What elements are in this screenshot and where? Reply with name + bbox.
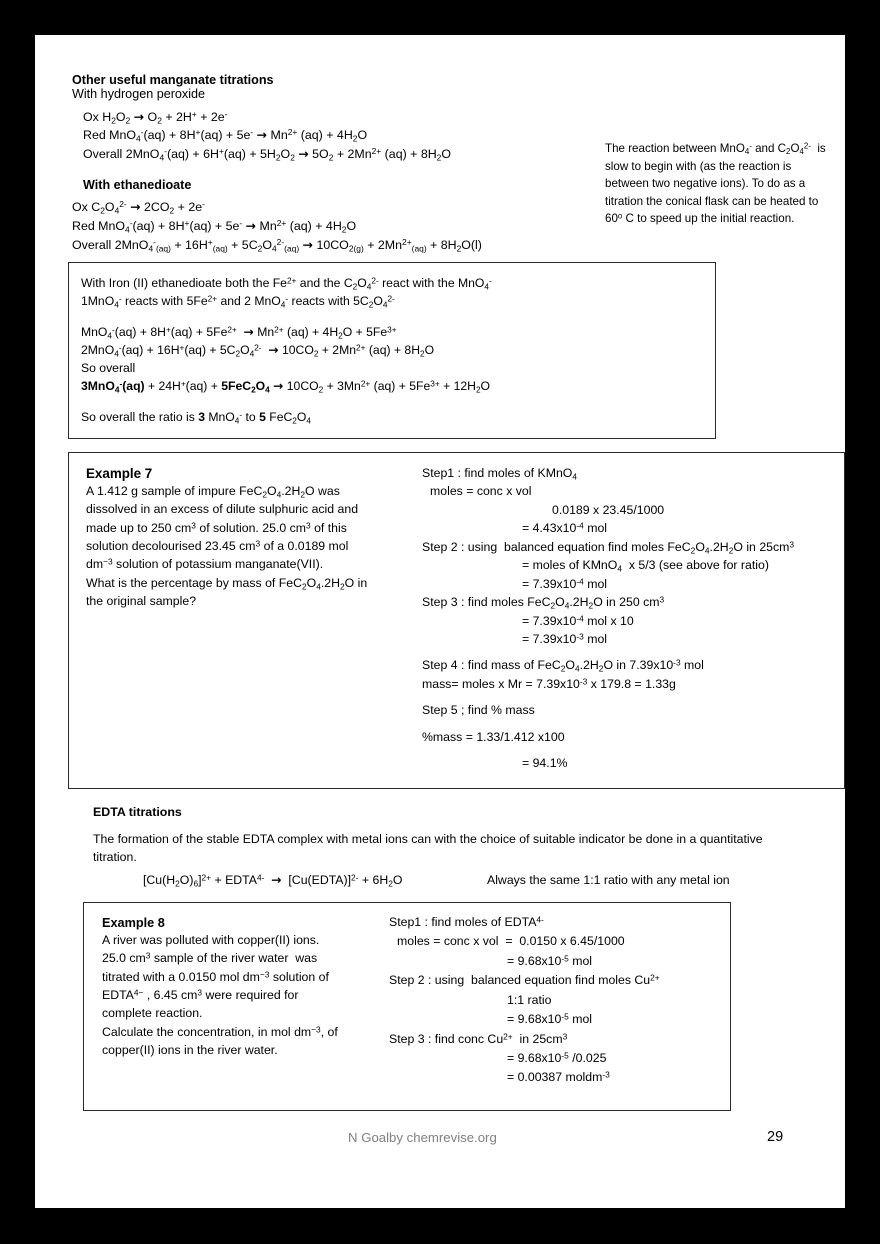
side-note-reaction-rate: The reaction between MnO$_4$- and $C_2O_4^{2-}$ is slow to begin with (as the reaction is between two negative ions). To do as a titration the conical flask can be heated to 60$^o$ C to speed up the initial reaction. bbox=[605, 141, 826, 226]
example-8-step-2-label: Step 2 : using balanced equation find moles $Cu^{2+}$ bbox=[389, 972, 660, 988]
example-7-step-2-working: = moles of KMnO$_4$ x 5/3 (see above for ratio) bbox=[522, 558, 769, 574]
example-7-step-2-label: Step 2 : using balanced equation find moles $FeC_2O_4.2H_2O$ in $25cm^3$ bbox=[422, 539, 795, 556]
section-title-edta: EDTA titrations bbox=[93, 805, 182, 819]
example-7-step-3-label: Step 3 : find moles $FeC_2O_4.2H_2O$ in 250 $cm^3$ bbox=[422, 594, 665, 611]
iron-ethanedioate-box bbox=[68, 262, 716, 439]
subsection-title-ethanedioate: With ethanedioate bbox=[83, 178, 192, 192]
example-7-step-4-label: Step 4 : find mass of $FeC_2O_4.2H_2O$ in $7.39x10^{-3}$ mol bbox=[422, 657, 704, 674]
document-page bbox=[35, 35, 845, 1208]
iron-box-ratio-line: So overall the ratio is 3 MnO$_4$- to 5 $FeC_2O_4$ bbox=[81, 409, 311, 426]
example-8-step-1-result: = $9.68x10^{-5}$ mol bbox=[507, 953, 593, 968]
edta-paragraph: The formation of the stable EDTA complex with metal ions can with the choice of suitable indicator be done in a quantitative titration. bbox=[93, 832, 763, 865]
example-7-step-5-working: %mass = 1.33/1.412 x100 bbox=[422, 729, 565, 744]
footer-credit: N Goalby chemrevise.org bbox=[348, 1130, 497, 1145]
example-8-solution-column bbox=[389, 913, 719, 1088]
example-7-step-2-result: = $7.39x10^{-4}$ mol bbox=[522, 575, 608, 591]
example-8-step-3-label: Step 3 : find conc $Cu^{2+}$ in $25cm^3$ bbox=[389, 1030, 568, 1046]
example-7-final-answer: = 94.1% bbox=[522, 756, 568, 771]
example-7-box bbox=[68, 452, 845, 789]
equation-ox-ethanedioate: Ox $C_2O_4^{2-} \to 2CO_2 + 2e^-$ bbox=[72, 199, 205, 216]
example-7-question-ask: What is the percentage by mass of $FeC_2O_4.2H_2O$ in the original sample? bbox=[86, 575, 368, 608]
equation-red-mno4: Red $MnO_4^-(aq) + 8H^+(aq) + 5e^- \to Mn^{2+}$ $(aq) + 4H_2O$ bbox=[83, 127, 368, 144]
iron-box-half-equation-1: $MnO_4^-(aq) + 8H^+(aq) + 5Fe^{2+} \to Mn^{2+}$ $(aq) + 4H_2O + 5Fe^{3+}$ bbox=[81, 323, 397, 340]
hydrogen-peroxide-equations bbox=[83, 108, 451, 163]
example-8-final-answer: = 0.00387 moldm$^{-3}$ bbox=[507, 1069, 610, 1085]
example-8-step-3-working: = $9.68x10^{-5}$ /0.025 bbox=[507, 1050, 607, 1065]
ethanedioate-equations bbox=[72, 198, 482, 255]
example-7-step-1-result: = $4.43x10^{-4}$ mol bbox=[522, 520, 608, 536]
example-8-step-2-result: = $9.68x10^{-5}$ mol bbox=[507, 1011, 593, 1027]
example-7-step-3-result: = $7.39x10^{-3}$ mol bbox=[522, 631, 608, 646]
example-7-step-1-formula: moles = conc x vol bbox=[430, 484, 532, 499]
iron-box-intro-line-2: 1MnO$_4$- reacts with $5Fe^{2+}$ and 2 MnO$_4$- reacts with $5C_2O_4^{2-}$ bbox=[81, 293, 395, 310]
equation-ox-h2o2: Ox $H_2O_2 \to O_2 + 2H^+ + 2e^-$ bbox=[83, 109, 228, 126]
manganate-titrations-section bbox=[72, 73, 451, 163]
example-7-step-4-working: mass= moles x $Mr = 7.39x10^{-3}$ x 179.8 = 1.33g bbox=[422, 676, 676, 691]
iron-box-half-equation-2: $2MnO_4^-(aq) + 16H^+(aq) + 5C_2O_4^{2-} \to 10CO_2 + 2Mn^{2+}$ $(aq) + 8H_2O$ bbox=[81, 342, 435, 359]
example-8-step-1-label: Step1 : find moles of $EDTA^{4-}$ bbox=[389, 914, 544, 929]
example-7-question-column bbox=[86, 466, 371, 610]
edta-equation: $[Cu(H_2O)_6]^{2+}$ + $EDTA^{4-}$ → [Cu(EDTA)]$^{2-}$ + $6H_2O$ bbox=[143, 872, 403, 889]
equation-overall-ethanedioate: Overall $2MnO_4^-_{(aq)} + 16H^+_{(aq)} + 5C_2O_4^{2-}_{(aq)} \to 10CO_{2(g)} + 2Mn^{2+}_{(aq)} + 8H_2O(l)$ bbox=[72, 236, 482, 254]
footer-page-number: 29 bbox=[767, 1129, 784, 1145]
example-8-step-2-ratio: 1:1 ratio bbox=[507, 992, 552, 1007]
example-8-step-1-formula: moles = conc x vol = 0.0150 x 6.45/1000 bbox=[397, 934, 625, 949]
iron-box-overall-equation: $3MnO_4^-(aq) + 24H^+(aq) + 5FeC_2O_4 \to 10CO_2 + 3Mn^{2+}$ $(aq) + 5Fe^{3+} + 12H_2O$ bbox=[81, 378, 491, 395]
example-8-heading: Example 8 bbox=[102, 916, 165, 930]
example-7-step-1-substitution: 0.0189 x 23.45/1000 bbox=[552, 502, 665, 517]
equation-red-mno4-ethanedioate: Red $MnO_4^-(aq) + 8H^+(aq) + 5e^- \to Mn^{2+}$ $(aq) + 4H_2O$ bbox=[72, 217, 357, 235]
subsection-title-hydrogen-peroxide: With hydrogen peroxide bbox=[72, 87, 206, 101]
example-7-step-5-label: Step 5 ; find % mass bbox=[422, 703, 535, 718]
section-title-manganate: Other useful manganate titrations bbox=[72, 73, 274, 87]
iron-box-so-overall-label: So overall bbox=[81, 361, 136, 376]
equation-overall-peroxide: Overall $2MnO_4^-(aq) + 6H^+(aq) + 5H_2O_2 \to 5O_2 + 2Mn^{2+}$ $(aq) + 8H_2O$ bbox=[83, 145, 451, 163]
iron-box-intro-line-1: With Iron (II) ethanedioate both the $Fe^{2+}$ and the $C_2O_4^{2-}$ react with the MnO$_4$- bbox=[81, 275, 492, 292]
example-7-question-text: A 1.412 g sample of impure $FeC_2O_4.2H_2O$ was dissolved in an excess of dilute sulphuric acid and made up to 250 $cm^3$ of solution. 25.0 $cm^3$ of this solution decolourised 23.45 $cm^3$ of a 0.0189 mol $dm^{-3}$ solution of potassium manganate(VII). bbox=[86, 484, 359, 572]
example-7-step-1-label: Step1 : find moles of KMnO$_4$ bbox=[422, 466, 578, 482]
example-8-question-text: A river was polluted with copper(II) ions. 25.0 $cm^3$ sample of the river water was titrated with a 0.0150 mol $dm^{-3}$ solution of $EDTA^{4-}$ , 6.45 $cm^3$ were required for complete reaction. bbox=[102, 933, 329, 1021]
example-7-step-3-working: = $7.39x10^{-4}$ mol x 10 bbox=[522, 612, 634, 628]
example-8-question-column bbox=[102, 916, 339, 1059]
example-8-question-ask: Calculate the concentration, in mol $dm^{-3}$, of copper(II) ions in the river water. bbox=[102, 1023, 338, 1057]
example-8-box bbox=[83, 902, 731, 1111]
example-7-solution-column bbox=[422, 464, 837, 773]
example-7-heading: Example 7 bbox=[86, 466, 153, 481]
edta-ratio-note: Always the same 1:1 ratio with any metal ion bbox=[487, 873, 730, 887]
